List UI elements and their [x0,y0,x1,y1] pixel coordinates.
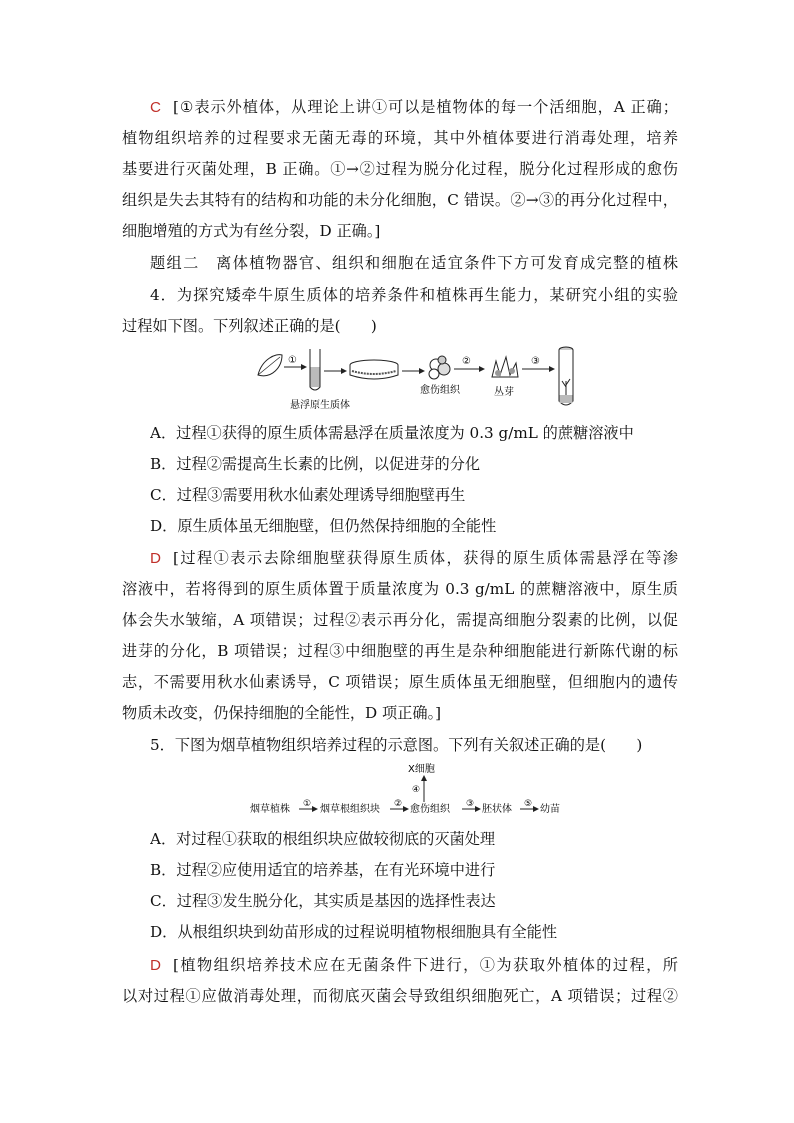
q5-answer-letter: D [150,957,161,974]
q5-embryoid: 胚状体 [482,804,512,815]
q4-stem-line-1: 4．为探究矮牵牛原生质体的培养条件和植株再生能力，某研究小组的实验 [150,286,678,304]
q5-plant: 烟草植株 [250,804,290,815]
group2-title: 题组二 离体植物器官、组织和细胞在适宜条件下方可发育成完整的植株 [150,254,678,272]
q4-option-d: D．原生质体虽无细胞壁，但仍然保持细胞的全能性 [150,517,497,535]
q5-answer-line-1: D [植物组织培养技术应在无菌条件下进行，①为获取外植体的过程，所 [150,956,678,974]
q4-step2-label: ② [462,356,471,367]
callus-icon [429,356,450,379]
q4-option-c: C．过程③需要用秋水仙素处理诱导细胞壁再生 [150,486,466,504]
q4-answer-line-3: 体会失水皱缩，A 项错误；过程②表示再分化，需提高细胞分裂素的比例，以促 [122,611,678,629]
q5-answer-line-2: 以对过程①应做消毒处理，而彻底灭菌会导致组织细胞死亡，A 项错误；过程② [122,987,678,1005]
q4-answer-line-4: 进芽的分化，B 项错误；过程③中细胞壁的再生是杂种细胞能进行新陈代谢的标 [122,642,678,660]
q5-callus: 愈伤组织 [410,804,450,815]
q5-step1-label: ① [303,799,312,809]
petri-dish-icon [350,360,398,379]
q4-label-callus: 愈伤组织 [420,385,460,396]
plantlet-tube-icon [559,347,573,405]
shoots-icon [492,357,518,377]
q4-answer-line-1: D [过程①表示去除细胞壁获得原生质体，获得的原生质体需悬浮在等渗 [150,549,678,567]
q4-protoplast-figure [250,345,590,413]
q4-option-a: A．过程①获得的原生质体需悬浮在质量浓度为 0.3 g/mL 的蔗糖溶液中 [150,424,634,442]
q4-label-shoots: 丛芽 [494,387,514,398]
q3-answer-line-4: 组织是失去其特有的结构和功能的未分化细胞，C 错误。②→③的再分化过程中， [122,191,678,209]
q5-stem: 5．下图为烟草植物组织培养过程的示意图。下列有关叙述正确的是( ) [150,736,643,754]
q3-answer-line-5: 细胞增殖的方式为有丝分裂，D 正确。] [122,222,381,240]
q5-x-cell: X细胞 [408,764,435,775]
q5-step4-label: ④ [412,785,421,795]
q3-answer-line-1: C [①表示外植体，从理论上讲①可以是植物体的每一个活细胞，A 正确； [150,98,678,116]
q4-step3-label: ③ [531,356,540,367]
q5-option-c: C．过程③发生脱分化，其实质是基因的选择性表达 [150,892,496,910]
q3-answer-letter: C [150,99,161,116]
leaf-icon [258,355,282,376]
q5-flow-figure [244,760,564,820]
q5-step3-label: ③ [466,799,475,809]
q3-answer-line-3: 基要进行灭菌处理，B 正确。①→②过程为脱分化过程，脱分化过程形成的愈伤 [122,160,678,178]
q5-option-a: A．对过程①获取的根组织块应做较彻底的灭菌处理 [150,830,496,848]
q5-step5-label: ⑤ [524,799,533,809]
q5-root-block: 烟草根组织块 [320,804,380,815]
q4-answer-line-2: 溶液中，若将得到的原生质体置于质量浓度为 0.3 g/mL 的蔗糖溶液中，原生质 [122,580,678,598]
q4-answer-line-6: 物质未改变，仍保持细胞的全能性，D 项正确。] [122,704,442,722]
q4-step1-label: ① [288,355,297,366]
q5-option-b: B．过程②应使用适宜的培养基，在有光环境中进行 [150,861,496,879]
q3-answer-line-2: 植物组织培养的过程要求无菌无毒的环境，其中外植体要进行消毒处理，培养 [122,129,678,147]
q4-label-protoplast: 悬浮原生质体 [290,400,350,411]
q4-answer-letter: D [150,550,161,567]
q5-option-d: D．从根组织块到幼苗形成的过程说明植物根细胞具有全能性 [150,923,558,941]
q4-answer-line-5: 志，不需要用秋水仙素诱导，C 项错误；原生质体虽无细胞壁，但细胞内的遗传 [122,673,678,691]
test-tube-icon [310,349,320,390]
q4-option-b: B．过程②需提高生长素的比例，以促进芽的分化 [150,455,481,473]
q5-step2-label: ② [394,799,403,809]
q4-stem-line-2: 过程如下图。下列叙述正确的是( ) [122,317,377,335]
q5-seedling: 幼苗 [540,804,560,815]
